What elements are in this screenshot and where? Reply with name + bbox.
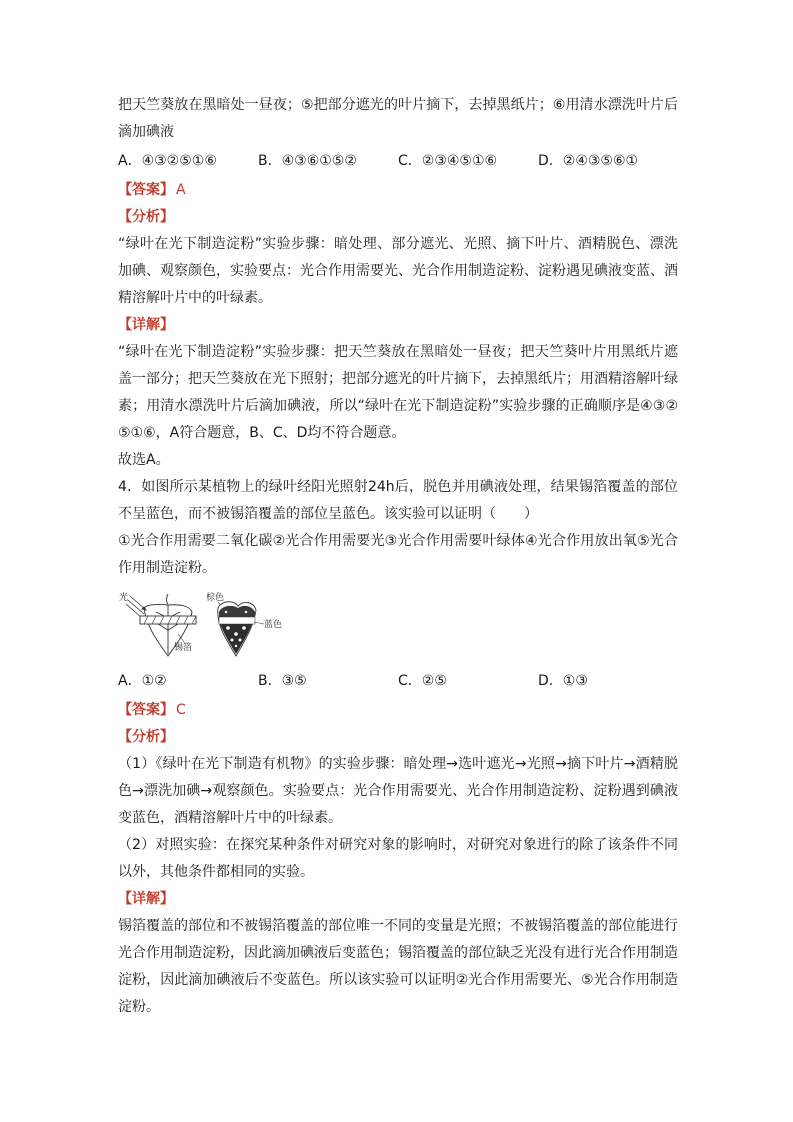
q4-statements: ①光合作用需要二氧化碳②光合作用需要光③光合作用需要叶绿体④光合作用放出氧⑤光合作用制造淀粉。 xyxy=(118,533,678,576)
q4-answer xyxy=(118,697,678,724)
q3-option-d: D．②④③⑤⑥① xyxy=(538,153,639,169)
q3-analysis-text: “绿叶在光下制造淀粉”实验步骤：暗处理、部分遮光、光照、摘下叶片、酒精脱色、漂洗加碘、观察颜色，实验要点：光合作用需要光、光合作用制造淀粉、淀粉遇见碘液变蓝、酒精溶解叶片中的叶绿素。 xyxy=(118,236,678,306)
q4-stem: 4．如图所示某植物上的绿叶经阳光照射24h后，脱色并用碘液处理，结果锡箔覆盖的部位不呈蓝色，而不被锡箔覆盖的部位呈蓝色。该实验可以证明（ ） xyxy=(118,479,678,522)
q3-detail-heading xyxy=(118,312,678,339)
q4-figure xyxy=(118,590,678,662)
q4-option-b: B．③⑤ xyxy=(258,673,307,689)
q3-analysis-heading xyxy=(118,204,678,231)
q4-analysis-label: 【分析】 xyxy=(118,729,174,745)
q3-answer-label: 【答案】 xyxy=(118,182,174,198)
q3-options xyxy=(118,148,678,175)
q3-stem-tail: 把天竺葵放在黑暗处一昼夜；⑤把部分遮光的叶片摘下，去掉黑纸片；⑥用清水漂洗叶片后滴加碘液 xyxy=(118,97,678,140)
q3-detail-label: 【详解】 xyxy=(118,317,174,333)
q3-option-a: A．④③②⑤①⑥ xyxy=(118,153,217,169)
q4-detail-label: 【详解】 xyxy=(118,891,174,907)
q4-analysis-p1: （1）《绿叶在光下制造有机物》的实验步骤：暗处理→选叶遮光→光照→摘下叶片→酒精脱色→漂洗加碘→观察颜色。实验要点：光合作用需要光、光合作用制造淀粉、淀粉遇到碘液变蓝色，酒精溶解叶片中的叶绿素。 xyxy=(118,756,678,826)
q4-answer-label: 【答案】 xyxy=(118,702,174,718)
foil-strip-icon xyxy=(140,616,196,624)
figure-label-brown: 棕色 xyxy=(206,593,225,603)
figure-label-light: 光 xyxy=(119,593,129,603)
leaf-experiment-illustration xyxy=(118,590,288,662)
q4-detail-text: 锡箔覆盖的部位和不被锡箔覆盖的部位唯一不同的变量是光照；不被锡箔覆盖的部位能进行光合作用制造淀粉，因此滴加碘液后变蓝色；锡箔覆盖的部位缺乏光没有进行光合作用制造淀粉，因此滴加碘液后不变蓝色。所以该实验可以证明②光合作用需要光、⑤光合作用制造淀粉。 xyxy=(118,918,678,1015)
document-content xyxy=(118,92,678,1021)
q3-answer-value: A xyxy=(176,182,186,198)
q3-analysis-label: 【分析】 xyxy=(118,209,174,225)
q3-answer xyxy=(118,177,678,204)
light-rays-icon xyxy=(126,596,146,618)
q4-option-d: D．①③ xyxy=(538,673,588,689)
q4-analysis-p2: （2）对照实验：在探究某种条件对研究对象的影响时，对研究对象进行的除了该条件不同以外，其他条件都相同的实验。 xyxy=(118,837,678,880)
q4-options xyxy=(118,668,678,695)
figure-label-blue: 蓝色 xyxy=(264,620,283,630)
q4-option-a: A．①② xyxy=(118,673,167,689)
q3-option-b: B．④③⑥①⑤② xyxy=(258,153,357,169)
q4-detail-heading xyxy=(118,886,678,913)
q3-conclusion: 故选A。 xyxy=(118,452,170,468)
q3-option-c: C．②③④⑤①⑥ xyxy=(398,153,498,169)
right-leaf-icon xyxy=(218,602,256,656)
q3-detail-text: “绿叶在光下制造淀粉”实验步骤：把天竺葵放在黑暗处一昼夜；把天竺葵叶片用黑纸片遮盖一部分；把天竺葵放在光下照射；把部分遮光的叶片摘下，去掉黑纸片；用酒精溶解叶绿素；用清水漂洗叶片后滴加碘液，所以“绿叶在光下制造淀粉”实验步骤的正确顺序是④③②⑤①⑥，A符合题意，B、C、D均不符合题意。 xyxy=(118,344,678,441)
q4-answer-value: C xyxy=(176,702,186,718)
q4-analysis-heading xyxy=(118,724,678,751)
q4-option-c: C．②⑤ xyxy=(398,673,447,689)
figure-label-foil: 锡箔 xyxy=(174,643,193,653)
